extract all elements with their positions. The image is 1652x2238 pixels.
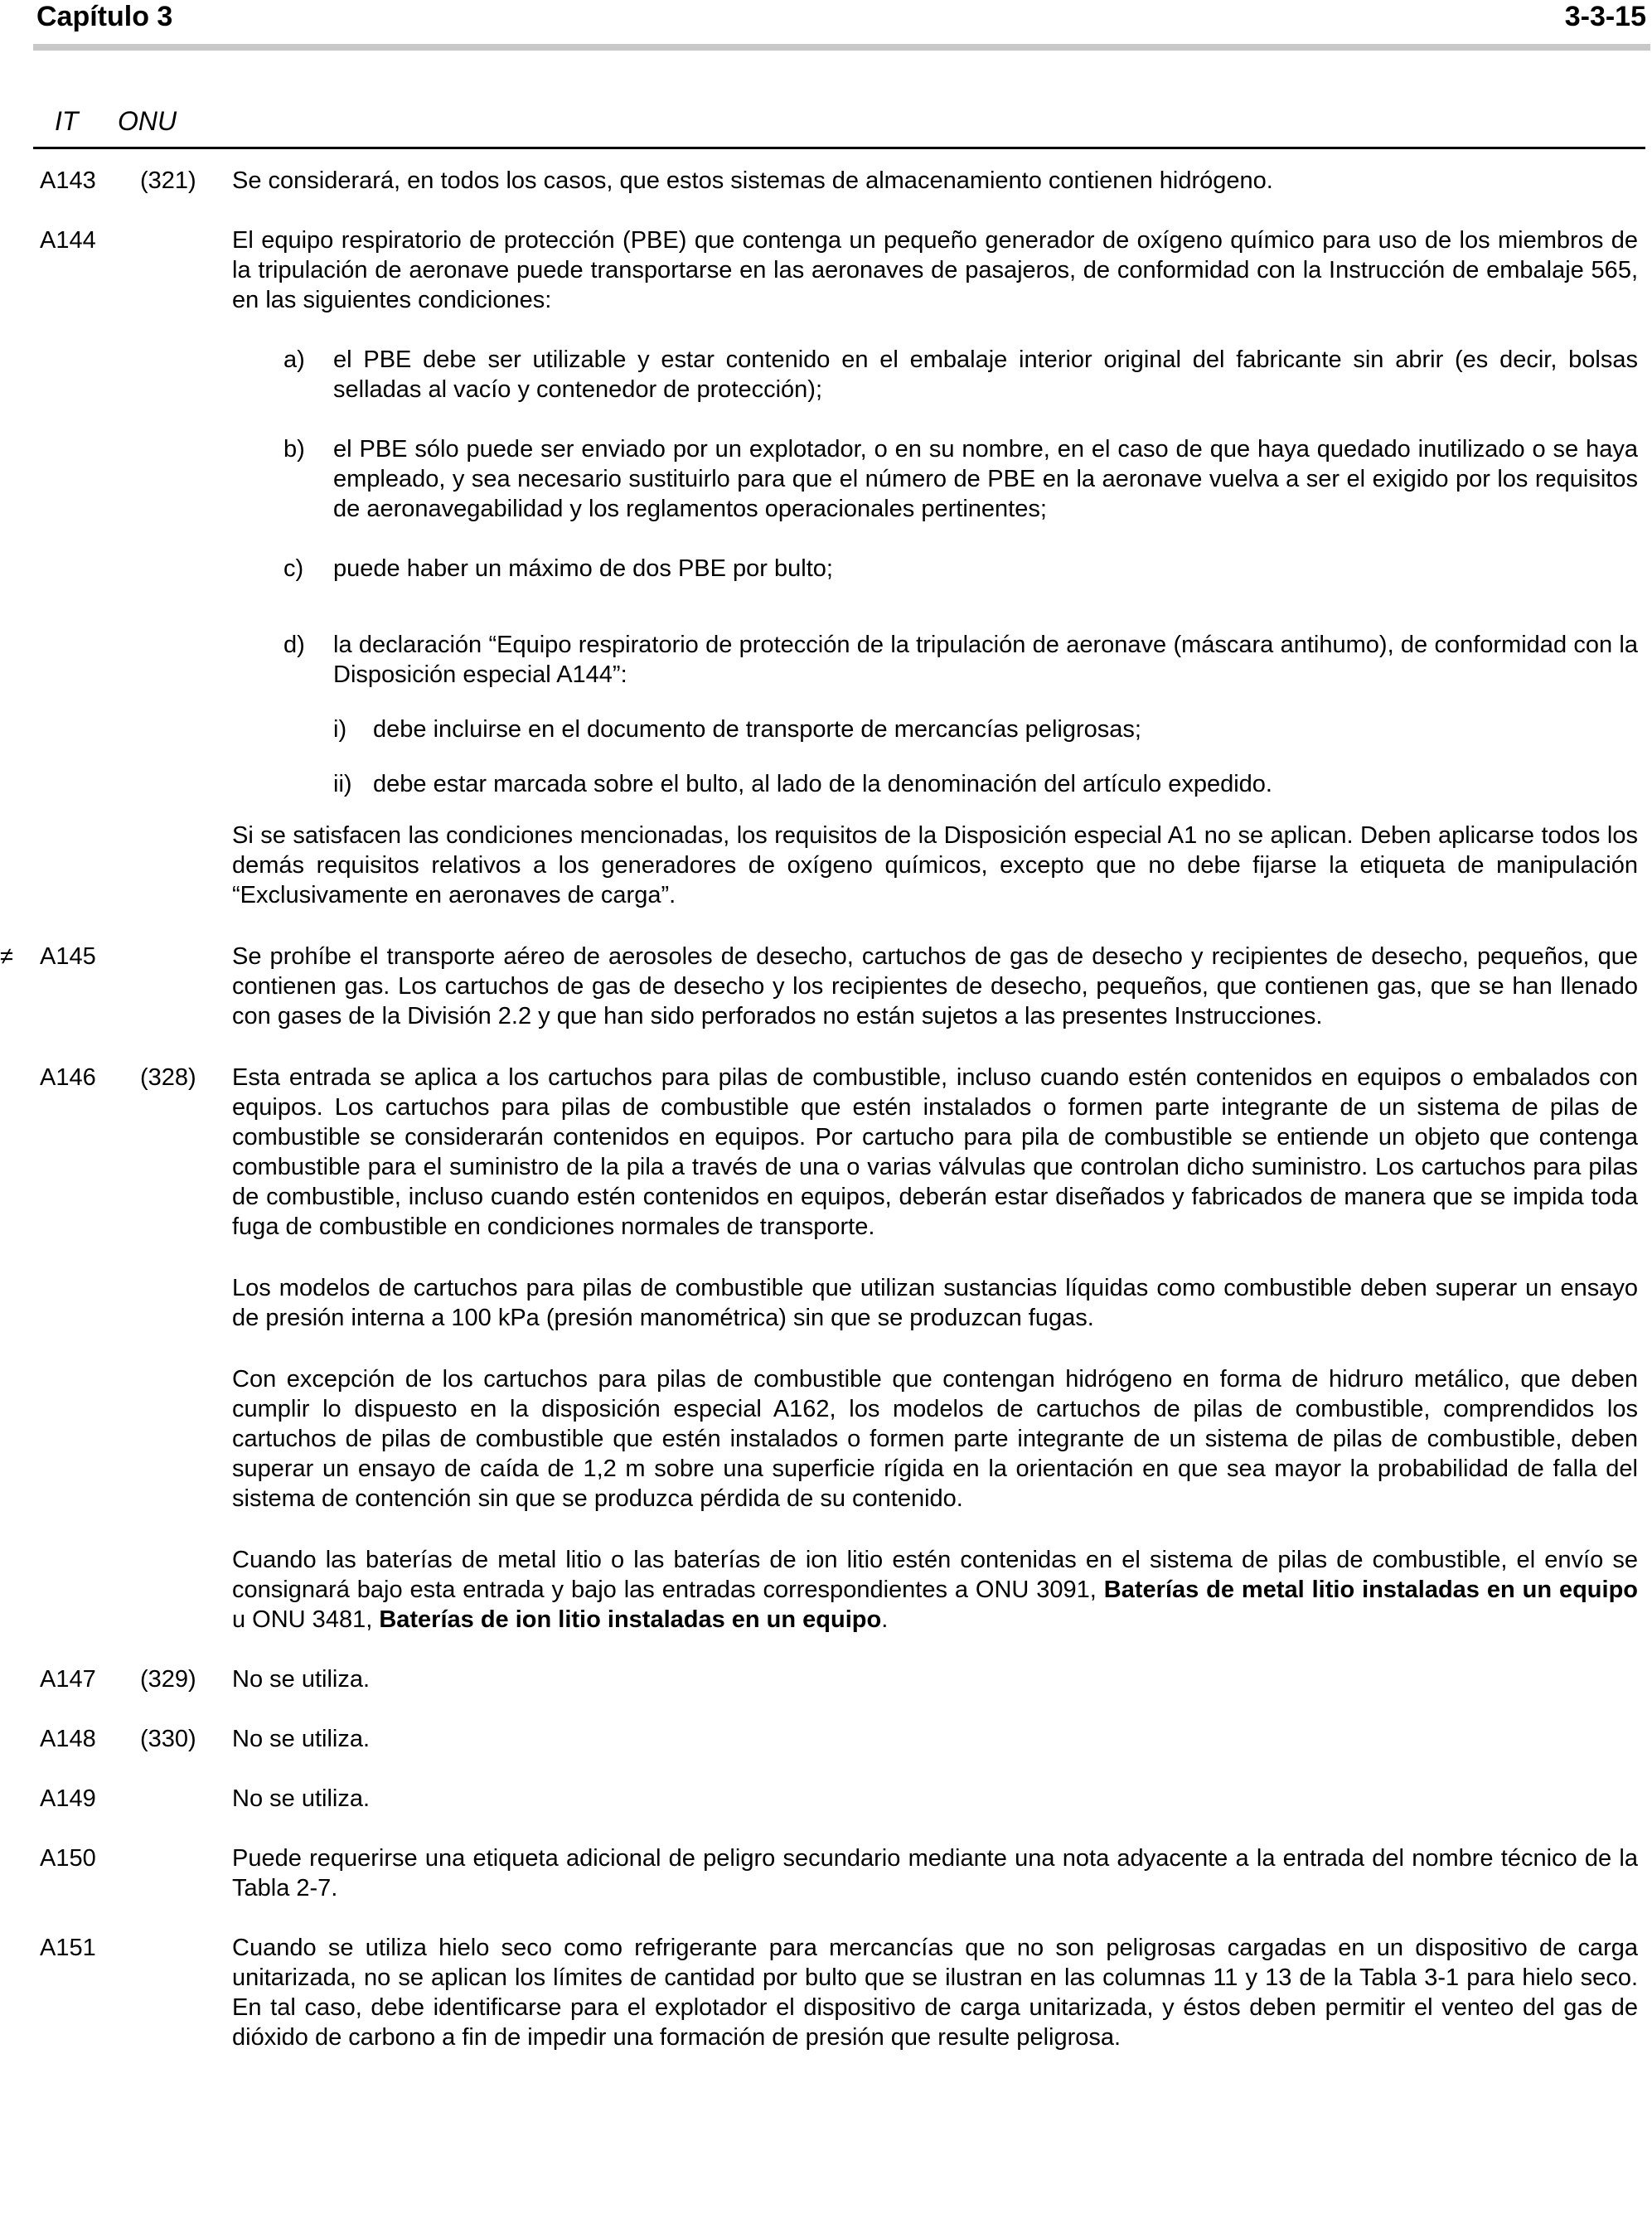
chapter-title: Capítulo 3 (36, 1, 173, 32)
provision-onu-number: (330) (140, 1726, 196, 1752)
provision-code: A151 (40, 1935, 96, 1961)
provision-a149 (0, 1784, 1652, 1814)
list-item-text: puede haber un máximo de dos PBE por bulto; (333, 555, 833, 582)
sub-item-label: ii) (333, 771, 352, 797)
provision-paragraph: Esta entrada se aplica a los cartuchos para pilas de combustible, incluso cuando estén contenidos en equipos o embalados con equipos. Los cartuchos para pilas de combustible que estén instalados o formen parte integrante de un sistema de pilas de combustible se considerarán contenidos en equipos. Por cartucho para pila de combustible se entiende un objeto que contenga combustible para el suministro de la pila a través de una o varias válvulas que controlan dicho suministro. Los cartuchos para pilas de combustible, incluso cuando estén contenidos en equipos, deberán estar diseñados y fabricados de manera que se impida toda fuga de combustible en condiciones normales de transporte. (232, 1064, 1638, 1240)
bold-entry-name: Baterías de metal litio instaladas en un equipo (1103, 1577, 1638, 1603)
column-heading-onu: ONU (118, 106, 177, 136)
provision-code: A147 (40, 1666, 96, 1693)
sub-item-text: debe incluirse en el documento de transporte de mercancías peligrosas; (373, 716, 1141, 743)
provision-text: Se prohíbe el transporte aéreo de aerosoles de desecho, cartuchos de gas de desecho y recipientes de desecho, pequeños, que contienen gas. Los cartuchos de gas de desecho y los recipientes de desecho, pequeños, que contienen gas, que se han llenado con gases de la División 2.2 y que han sido perforados no están sujetos a las presentes Instrucciones. (232, 943, 1638, 1029)
column-heading-it: IT (55, 106, 79, 136)
list-item-b (232, 434, 1638, 524)
provision-text: No se utiliza. (232, 1785, 371, 1812)
text-run: Cuando las baterías de metal litio o las baterías de ion litio estén contenidas en el sistema de pilas de combustible, el envío se consignará bajo esta entrada y bajo las entradas correspondientes a ONU 3091, (232, 1547, 1638, 1603)
provision-code: A150 (40, 1845, 96, 1872)
provision-onu-number: (329) (140, 1666, 196, 1693)
provision-paragraph: Los modelos de cartuchos para pilas de combustible que utilizan sustancias líquidas como combustible deben superar un ensayo de presión interna a 100 kPa (presión manométrica) sin que se produzcan fugas. (232, 1275, 1638, 1331)
provision-closing: Si se satisfacen las condiciones mencionadas, los requisitos de la Disposición especial A1 no se aplican. Deben aplicarse todos los demás requisitos relativos a los generadores de oxígeno químicos, excepto que no debe fijarse la etiqueta de manipulación “Exclusivamente en aeronaves de carga”. (232, 822, 1638, 908)
page-number: 3-3-15 (1564, 1, 1646, 32)
text-run: . (881, 1606, 889, 1633)
list-item-text: el PBE debe ser utilizable y estar contenido en el embalaje interior original del fabricante sin abrir (es decir, bolsas selladas al vacío y contenedor de protección); (333, 346, 1638, 403)
sub-item-label: i) (333, 716, 347, 743)
provision-paragraph (232, 1545, 1638, 1635)
list-item-label: b) (283, 436, 305, 463)
provision-a148 (0, 1724, 1652, 1754)
provision-text: No se utiliza. (232, 1726, 371, 1752)
provision-a145 (0, 942, 1652, 1031)
list-item-label: d) (283, 632, 305, 658)
provision-code: A145 (40, 943, 96, 970)
provision-a144 (0, 225, 1652, 910)
provision-text: Se considerará, en todos los casos, que estos sistemas de almacenamiento contienen hidrógeno. (232, 167, 1273, 194)
provision-intro: El equipo respiratorio de protección (PBE) que contenga un pequeño generador de oxígeno químico para uso de los miembros de la tripulación de aeronave puede transportarse en las aeronaves de pasajeros, de conformidad con la Instrucción de embalaje 565, en las siguientes condiciones: (232, 227, 1638, 313)
list-item-label: a) (283, 346, 305, 373)
provision-a143 (0, 166, 1652, 196)
provisions-list (0, 166, 1652, 2052)
column-heading-divider (33, 147, 1645, 149)
column-headings (0, 106, 1652, 139)
provision-text: No se utiliza. (232, 1666, 371, 1693)
provision-paragraph: Con excepción de los cartuchos para pilas de combustible que contengan hidrógeno en forma de hidruro metálico, que deben cumplir lo dispuesto en la disposición especial A162, los modelos de cartuchos de pilas de combustible, comprendidos los cartuchos de pilas de combustible que estén instalados o formen parte integrante de un sistema de pilas de combustible, deben superar un ensayo de caída de 1,2 m sobre una superficie rígida en la orientación en que sea mayor la probabilidad de falla del sistema de contención sin que se produzca pérdida de su contenido. (232, 1366, 1638, 1512)
list-item-a (232, 345, 1638, 404)
provision-code: A143 (40, 167, 96, 194)
amendment-marker: ≠ (0, 943, 13, 970)
provision-a147 (0, 1664, 1652, 1694)
provision-code: A146 (40, 1064, 96, 1091)
provision-code: A144 (40, 227, 96, 254)
provision-a151 (0, 1933, 1652, 2052)
list-item-d (232, 630, 1638, 690)
sub-item-ii (232, 769, 1638, 799)
provision-a150 (0, 1843, 1652, 1903)
provision-code: A149 (40, 1785, 96, 1812)
header-divider (33, 44, 1650, 51)
list-item-text: la declaración “Equipo respiratorio de protección de la tripulación de aeronave (máscara antihumo), de conformidad con la Disposición especial A144”: (333, 632, 1638, 688)
list-item-text: el PBE sólo puede ser enviado por un explotador, o en su nombre, en el caso de que haya quedado inutilizado o se haya empleado, y sea necesario sustituirlo para que el número de PBE en la aeronave vuelva a ser el exigido por los requisitos de aeronavegabilidad y los reglamentos operacionales pertinentes; (333, 436, 1638, 522)
provision-code: A148 (40, 1726, 96, 1752)
provision-a146 (0, 1063, 1652, 1635)
provision-text: Cuando se utiliza hielo seco como refrigerante para mercancías que no son peligrosas cargadas en un dispositivo de carga unitarizada, no se aplican los límites de cantidad por bulto que se ilustran en las columnas 11 y 13 de la Tabla 3-1 para hielo seco. En tal caso, debe identificarse para el explotador el dispositivo de carga unitarizada, y éstos deben permitir el venteo del gas de dióxido de carbono a fin de impedir una formación de presión que resulte peligrosa. (232, 1935, 1638, 2051)
list-item-label: c) (283, 555, 304, 582)
list-item-c (232, 554, 1638, 584)
sub-item-i (232, 715, 1638, 744)
sub-item-text: debe estar marcada sobre el bulto, al lado de la denominación del artículo expedido. (373, 771, 1272, 797)
bold-entry-name: Baterías de ion litio instaladas en un equipo (379, 1606, 882, 1633)
provision-onu-number: (328) (140, 1064, 196, 1091)
text-run: u ONU 3481, (232, 1606, 380, 1633)
provision-onu-number: (321) (140, 167, 196, 194)
provision-text: Puede requerirse una etiqueta adicional de peligro secundario mediante una nota adyacente a la entrada del nombre técnico de la Tabla 2-7. (232, 1845, 1638, 1901)
